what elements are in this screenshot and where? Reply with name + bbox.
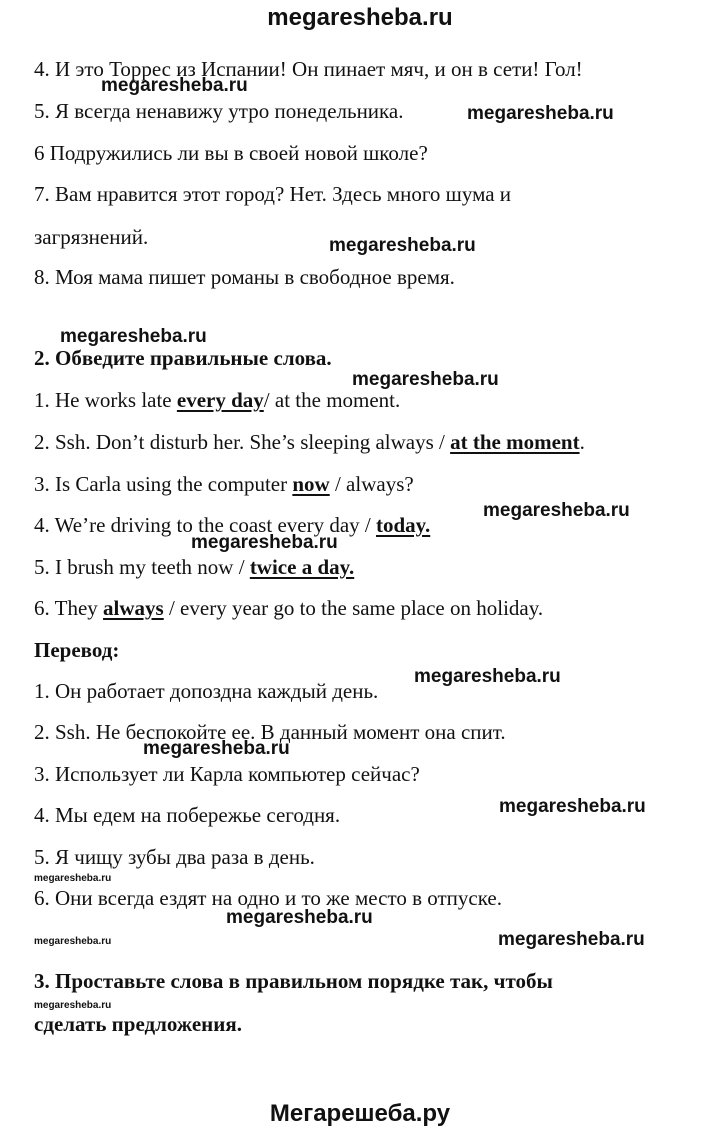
watermark: megaresheba.ru [467, 103, 614, 124]
s2-item-2-before: 2. Ssh. Don’t disturb her. She’s sleeping always / [34, 430, 451, 454]
s1-line-6: 6 Подружились ли вы в своей новой школе? [34, 141, 428, 165]
translation-line-2: 2. Ssh. Не беспокойте ее. В данный момент она спит. [34, 720, 506, 744]
watermark: megaresheba.ru [329, 235, 476, 256]
s1-line-8: 8. Моя мама пишет романы в свободное время. [34, 265, 455, 289]
translation-title: Перевод: [34, 638, 120, 662]
s2-item-3-answer: now [292, 472, 330, 496]
s2-item-6 [34, 595, 543, 621]
watermark-small: megaresheba.ru [34, 936, 112, 947]
watermark: megaresheba.ru [352, 369, 499, 390]
watermark: megaresheba.ru [226, 907, 373, 928]
section2-title: 2. Обведите правильные слова. [34, 346, 332, 370]
translation-line-6: 6. Они всегда ездят на одно и то же место в отпуске. [34, 886, 502, 910]
s2-item-6-after: / every year go to the same place on holiday. [163, 596, 544, 620]
s2-item-4-before: 4. We’re driving to the coast every day / [34, 513, 376, 537]
watermark-small: megaresheba.ru [34, 1000, 112, 1011]
translation-line-3: 3. Использует ли Карла компьютер сейчас? [34, 762, 420, 786]
s2-item-2 [34, 429, 585, 455]
watermark: megaresheba.ru [414, 666, 561, 687]
section3-title-line2: сделать предложения. [34, 1012, 242, 1036]
translation-line-4: 4. Мы едем на побережье сегодня. [34, 803, 341, 827]
watermark-small: megaresheba.ru [34, 873, 112, 884]
s2-item-6-answer: always [103, 596, 164, 620]
s2-item-1 [34, 387, 400, 413]
s2-item-2-answer: at the moment [450, 430, 580, 454]
section3-title-line1: 3. Проставьте слова в правильном порядке так, чтобы [34, 969, 553, 993]
translation-line-5: 5. Я чищу зубы два раза в день. [34, 845, 315, 869]
s2-item-3-after: / always? [329, 472, 414, 496]
s1-line-5: 5. Я всегда ненавижу утро понедельника. [34, 99, 404, 123]
s1-line-7: 7. Вам нравится этот город? Нет. Здесь много шума и [34, 182, 512, 206]
watermark: megaresheba.ru [483, 500, 630, 521]
s2-item-5-answer: twice a day. [249, 555, 355, 579]
header-site-title: megaresheba.ru [267, 4, 453, 31]
translation-line-1: 1. Он работает допоздна каждый день. [34, 679, 379, 703]
watermark: megaresheba.ru [498, 929, 645, 950]
watermark: megaresheba.ru [143, 738, 290, 759]
watermark: megaresheba.ru [191, 532, 338, 553]
s2-item-1-after: / at the moment. [263, 388, 401, 412]
s2-item-3 [34, 471, 414, 497]
s1-line-4: 4. И это Торрес из Испании! Он пинает мяч, и он в сети! Гол! [34, 57, 583, 81]
s2-item-2-after: . [579, 430, 585, 454]
watermark: megaresheba.ru [499, 796, 646, 817]
s2-item-5 [34, 554, 354, 580]
s2-item-5-before: 5. I brush my teeth now / [34, 555, 250, 579]
watermark: megaresheba.ru [101, 75, 248, 96]
s2-item-3-before: 3. Is Carla using the computer [34, 472, 293, 496]
s1-line-7-cont: загрязнений. [34, 225, 149, 249]
footer-site-title: Мегарешеба.ру [269, 1100, 451, 1127]
s2-item-6-before: 6. They [34, 596, 104, 620]
s2-item-1-answer: every day [176, 388, 264, 412]
s2-item-4-answer: today. [375, 513, 431, 537]
s2-item-1-before: 1. He works late [34, 388, 177, 412]
watermark: megaresheba.ru [60, 326, 207, 347]
